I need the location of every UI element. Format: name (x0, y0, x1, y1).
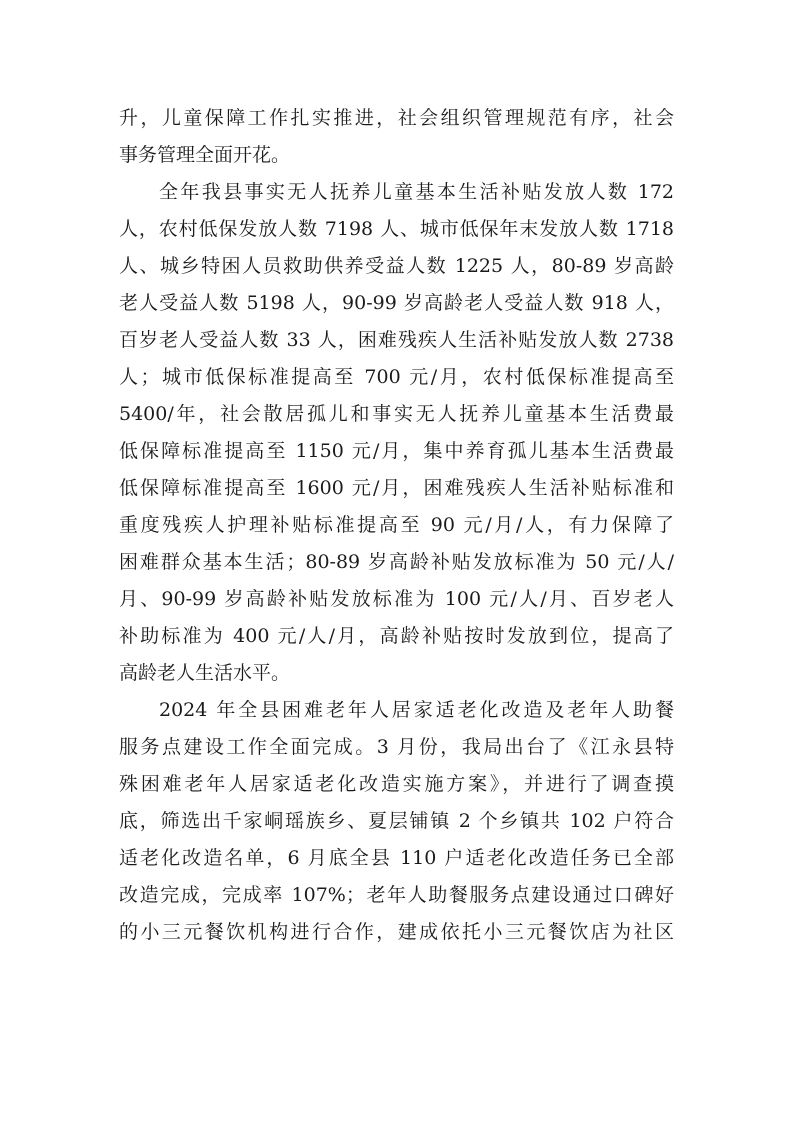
paragraph-2-line-5: 百岁老人受益人数 33 人，困难残疾人生活补贴发放人数 2738 (119, 329, 674, 351)
paragraph-2-line-6: 人；城市低保标准提高至 700 元/月，农村低保标准提高至 (119, 366, 674, 388)
paragraph-2-line-3: 人、城乡特困人员救助供养受益人数 1225 人，80-89 岁高龄 (119, 255, 674, 277)
paragraph-2-line-7: 5400/年，社会散居孤儿和事实无人抚养儿童基本生活费最 (119, 403, 674, 425)
paragraph-2-line-14: 高龄老人生活水平。 (119, 662, 291, 684)
paragraph-3-line-7: 的小三元餐饮机构进行合作，建成依托小三元餐饮店为社区 (119, 921, 674, 943)
paragraph-1-line-2: 事务管理全面开花。 (119, 144, 291, 166)
paragraph-2-line-4: 老人受益人数 5198 人，90-99 岁高龄老人受益人数 918 人， (119, 292, 674, 314)
paragraph-2-line-2: 人，农村低保发放人数 7198 人、城市低保年末发放人数 1718 (119, 218, 674, 240)
paragraph-2-line-11: 困难群众基本生活；80-89 岁高龄补贴发放标准为 50 元/人/ (119, 551, 674, 573)
paragraph-3-line-5: 适老化改造名单，6 月底全县 110 户适老化改造任务已全部 (119, 847, 674, 869)
paragraph-2-line-1: 全年我县事实无人抚养儿童基本生活补贴发放人数 172 (159, 181, 674, 203)
paragraph-2-line-10: 重度残疾人护理补贴标准提高至 90 元/月/人，有力保障了 (119, 514, 674, 536)
paragraph-2-line-12: 月、90-99 岁高龄补贴发放标准为 100 元/人/月、百岁老人 (119, 588, 674, 610)
paragraph-3-line-1: 2024 年全县困难老年人居家适老化改造及老年人助餐 (159, 699, 674, 721)
paragraph-3-line-3: 殊困难老年人居家适老化改造实施方案》，并进行了调查摸 (119, 773, 674, 795)
paragraph-2-line-8: 低保障标准提高至 1150 元/月，集中养育孤儿基本生活费最 (119, 440, 674, 462)
paragraph-2-line-9: 低保障标准提高至 1600 元/月，困难残疾人生活补贴标准和 (119, 477, 674, 499)
paragraph-3-line-6: 改造完成，完成率 107%；老年人助餐服务点建设通过口碑好 (119, 884, 674, 906)
paragraph-1-line-1: 升，儿童保障工作扎实推进，社会组织管理规范有序，社会 (119, 107, 674, 129)
paragraph-3-line-2: 服务点建设工作全面完成。3 月份，我局出台了《江永县特 (119, 736, 674, 758)
paragraph-3-line-4: 底，筛选出千家峒瑶族乡、夏层铺镇 2 个乡镇共 102 户符合 (119, 810, 674, 832)
paragraph-2-line-13: 补助标准为 400 元/人/月，高龄补贴按时发放到位，提高了 (119, 625, 674, 647)
body-text (119, 100, 674, 951)
